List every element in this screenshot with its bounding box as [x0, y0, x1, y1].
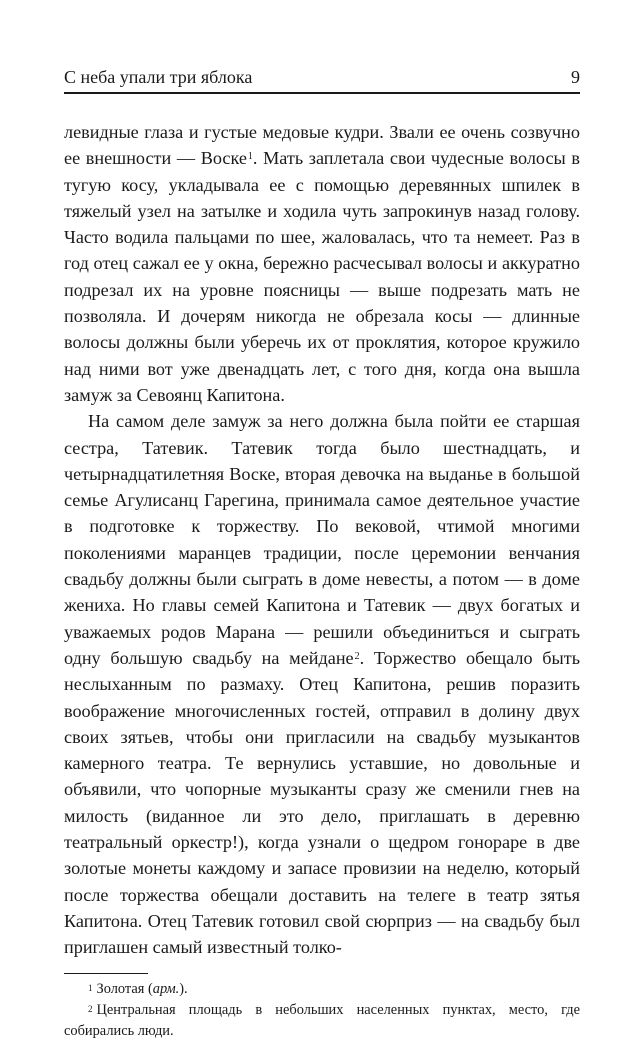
book-title: С неба упали три яблока: [64, 67, 253, 87]
page-number: 9: [571, 67, 580, 87]
footnote-1-text: Золотая (: [96, 980, 153, 997]
footnote-1-abbr: арм.: [152, 980, 180, 997]
footnote-2-number: 2: [88, 1003, 93, 1014]
running-header: [64, 66, 580, 94]
paragraph-1-text: левидные глаза и густые медовые кудри. Звали ее очень созвучно ее внешности — Воске: [64, 122, 580, 169]
footnote-1: [64, 979, 580, 1000]
footnote-1-text-end: ).: [179, 980, 188, 997]
footnote-1-number: 1: [88, 982, 93, 993]
paragraph-2-text-cont: . Торжество обещало быть неслыханным по размаху. Отец Капитона, решив поразить воображение многочисленных гостей, отправил в долину двух своих зятьев, чтобы они пригласили на свадьбу музыкантов камерного театра. Те вернулись уставшие, но довольные и объявили, что чопорные музыканты сразу же сменили гнев на милость (виданное ли это дело, приглашать в деревню театральный оркестр!), когда узнали о щедром гонораре в две золотые монеты каждому и запасе провизии на неделю, который после торжества обещали доставить на телеге в театр зятья Капитона. Отец Татевик готовил свой сюрприз — на свадьбу был приглашен самый известный толко-: [64, 647, 580, 958]
body-text: [64, 119, 580, 961]
footnotes: [64, 979, 580, 1042]
footnote-ref-1: 1: [247, 151, 253, 163]
paragraph-1: [64, 119, 580, 408]
footnote-2: [64, 1000, 580, 1042]
footnote-ref-2: 2: [354, 650, 360, 662]
paragraph-1-text-cont: . Мать заплетала свои чудесные волосы в тугую косу, укладывала ее с помощью деревянных шпилек в тяжелый узел на затылке и ходила чуть запрокинув назад голову. Часто водила пальцами по шее, жаловалась, что та немеет. Раз в год отец сажал ее у окна, бережно расчесывал волосы и аккуратно подрезал их на уровне поясницы — выше подрезать мать не позволяла. И дочерям никогда не обрезала косы — длинные волосы должны были уберечь их от проклятия, которое кружило над ними вот уже двенадцать лет, с того дня, когда она вышла замуж за Севоянц Капитона.: [64, 148, 580, 405]
paragraph-2: [64, 408, 580, 960]
footnote-2-text: Центральная площадь в небольших населенных пунктах, место, где собирались люди.: [64, 1001, 580, 1039]
paragraph-2-text: На самом деле замуж за него должна была пойти ее старшая сестра, Татевик. Татевик тогда было шестнадцать, и четырнадцатилетняя Воске, вторая девочка на выданье в большой семье Агулисанц Гарегина, принимала самое деятельное участие в подготовке к торжеству. По вековой, чтимой многими поколениями маранцев традиции, после церемонии венчания свадьбу должны были сыграть в доме невесты, а потом — в доме жениха. Но главы семей Капитона и Татевик — двух богатых и уважаемых родов Марана — решили объединиться и сыграть одну большую свадьбу на мейдане: [64, 411, 580, 668]
footnote-divider: [64, 973, 148, 974]
book-page: [64, 66, 580, 1042]
